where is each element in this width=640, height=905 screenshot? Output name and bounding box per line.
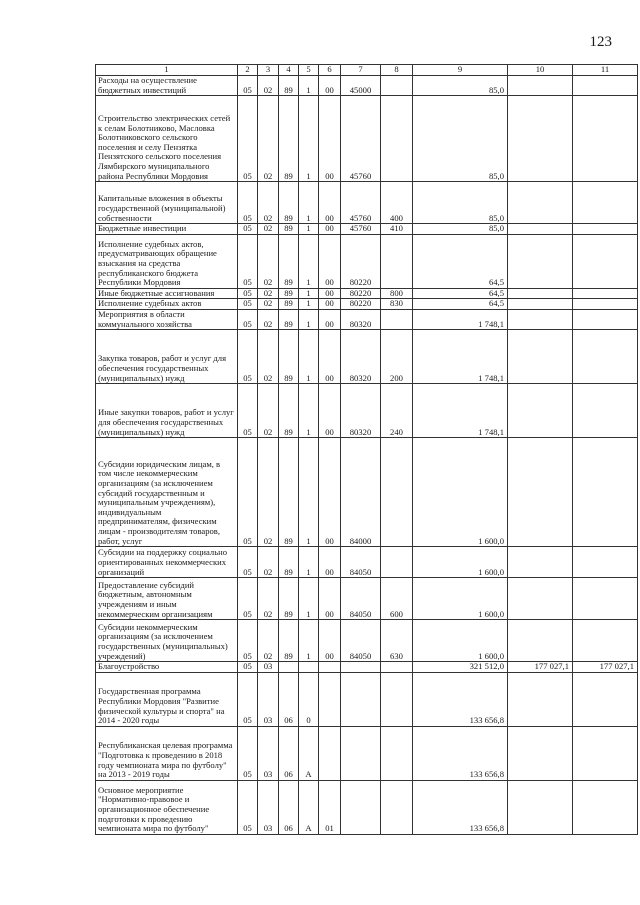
row-value-cell: 0 (299, 672, 319, 726)
row-value-cell: 05 (238, 76, 258, 96)
table-row (96, 780, 638, 834)
row-value-cell: 80220 (341, 234, 381, 288)
row-value-cell (508, 288, 573, 299)
row-value-cell: 00 (319, 547, 341, 578)
row-value-cell (319, 726, 341, 780)
row-name-cell: Строительство электрических сетей к селам Болотниково, Масловка Болотниковского сельского поселения и селу Пензятка Пензятского сельского поселения Лямбирского муниципального района Республики Мордовия (96, 96, 238, 182)
row-value-cell: 133 656,8 (413, 672, 508, 726)
row-value-cell: 1 748,1 (413, 330, 508, 384)
row-value-cell: 02 (258, 620, 279, 662)
row-value-cell (508, 234, 573, 288)
row-name-cell: Субсидии некоммерческим организациям (за исключением государственных (муниципальных) учреждений) (96, 620, 238, 662)
row-value-cell: 02 (258, 299, 279, 310)
table-row (96, 330, 638, 384)
row-value-cell: 00 (319, 76, 341, 96)
row-value-cell: 05 (238, 288, 258, 299)
row-value-cell: 89 (279, 96, 299, 182)
table-body (96, 76, 638, 835)
row-value-cell: 45760 (341, 224, 381, 235)
row-value-cell: 85,0 (413, 96, 508, 182)
header-cell: 1 (96, 65, 238, 76)
row-value-cell (341, 726, 381, 780)
row-value-cell: 89 (279, 438, 299, 547)
row-value-cell: 02 (258, 234, 279, 288)
row-value-cell: 00 (319, 182, 341, 224)
row-value-cell: 05 (238, 672, 258, 726)
table-row (96, 578, 638, 620)
row-value-cell (573, 182, 638, 224)
row-value-cell (381, 309, 413, 329)
row-value-cell: 03 (258, 662, 279, 673)
row-value-cell: 05 (238, 780, 258, 834)
row-value-cell: 85,0 (413, 76, 508, 96)
row-name-cell: Благоустройство (96, 662, 238, 673)
row-value-cell: 1 (299, 96, 319, 182)
row-value-cell (573, 330, 638, 384)
row-value-cell (508, 96, 573, 182)
row-value-cell: 00 (319, 330, 341, 384)
row-value-cell: 89 (279, 384, 299, 438)
row-value-cell: 84050 (341, 620, 381, 662)
header-cell: 7 (341, 65, 381, 76)
row-value-cell (279, 662, 299, 673)
row-value-cell: 45760 (341, 96, 381, 182)
row-value-cell: 89 (279, 234, 299, 288)
row-value-cell: 64,5 (413, 234, 508, 288)
row-value-cell (381, 780, 413, 834)
row-value-cell: 1 (299, 76, 319, 96)
row-value-cell (508, 672, 573, 726)
table-header-row (96, 65, 638, 76)
header-cell: 6 (319, 65, 341, 76)
row-value-cell: 02 (258, 578, 279, 620)
row-value-cell (573, 288, 638, 299)
row-value-cell: 05 (238, 96, 258, 182)
row-value-cell: 05 (238, 299, 258, 310)
row-value-cell: 89 (279, 547, 299, 578)
row-value-cell: 1 (299, 224, 319, 235)
row-value-cell: 02 (258, 288, 279, 299)
row-name-cell: Предоставление субсидий бюджетным, автономным учреждениям и иным некоммерческим организациям (96, 578, 238, 620)
row-value-cell: 01 (319, 780, 341, 834)
row-value-cell: 1 600,0 (413, 578, 508, 620)
row-value-cell: 02 (258, 309, 279, 329)
row-value-cell (381, 76, 413, 96)
row-value-cell: 133 656,8 (413, 726, 508, 780)
row-value-cell: 02 (258, 224, 279, 235)
row-value-cell (508, 438, 573, 547)
row-value-cell: 177 027,1 (573, 662, 638, 673)
row-value-cell: 89 (279, 182, 299, 224)
row-value-cell (508, 384, 573, 438)
row-value-cell: 89 (279, 578, 299, 620)
table-row (96, 726, 638, 780)
row-value-cell (341, 780, 381, 834)
row-value-cell (508, 224, 573, 235)
row-name-cell: Капитальные вложения в объекты государственной (муниципальной) собственности (96, 182, 238, 224)
header-cell: 8 (381, 65, 413, 76)
row-value-cell: 1 600,0 (413, 620, 508, 662)
row-value-cell (381, 726, 413, 780)
row-name-cell: Субсидии юридическим лицам, в том числе некоммерческим организациям (за исключением субсидий государственным и муниципальным учреждениям), индивидуальным предпринимателям, физическим лицам - производителям товаров, работ, услуг (96, 438, 238, 547)
row-value-cell: 80320 (341, 330, 381, 384)
row-name-cell: Основное мероприятие "Нормативно-правовое и организационное обеспечение подготовки к проведению чемпионата мира по футболу" (96, 780, 238, 834)
row-value-cell: 02 (258, 182, 279, 224)
row-name-cell: Мероприятия в области коммунального хозяйства (96, 309, 238, 329)
row-value-cell: 06 (279, 780, 299, 834)
header-cell: 10 (508, 65, 573, 76)
table-row (96, 234, 638, 288)
row-value-cell (573, 224, 638, 235)
row-value-cell: 00 (319, 288, 341, 299)
row-value-cell: 45000 (341, 76, 381, 96)
row-value-cell (381, 547, 413, 578)
row-value-cell (341, 662, 381, 673)
row-value-cell: 1 (299, 438, 319, 547)
row-value-cell: 80320 (341, 384, 381, 438)
header-cell: 9 (413, 65, 508, 76)
row-value-cell: 00 (319, 578, 341, 620)
row-name-cell: Закупка товаров, работ и услуг для обеспечения государственных (муниципальных) нужд (96, 330, 238, 384)
row-value-cell: 05 (238, 726, 258, 780)
row-value-cell: 1 (299, 620, 319, 662)
row-value-cell: 02 (258, 330, 279, 384)
row-value-cell (573, 299, 638, 310)
row-value-cell (341, 672, 381, 726)
row-value-cell (573, 96, 638, 182)
row-value-cell: 1 (299, 309, 319, 329)
row-value-cell: 00 (319, 299, 341, 310)
row-value-cell (299, 662, 319, 673)
row-value-cell: 1 (299, 182, 319, 224)
row-value-cell (573, 234, 638, 288)
page-number: 123 (589, 34, 612, 50)
row-value-cell: 321 512,0 (413, 662, 508, 673)
row-value-cell: 1 (299, 547, 319, 578)
row-value-cell: 05 (238, 234, 258, 288)
row-name-cell: Республиканская целевая программа "Подготовка к проведению в 2018 году чемпионата мира по футболу" на 2013 - 2019 годы (96, 726, 238, 780)
row-value-cell (381, 96, 413, 182)
row-value-cell: 00 (319, 224, 341, 235)
row-value-cell: 02 (258, 76, 279, 96)
row-value-cell: 177 027,1 (508, 662, 573, 673)
row-value-cell: 45760 (341, 182, 381, 224)
row-value-cell: 410 (381, 224, 413, 235)
row-value-cell: 02 (258, 96, 279, 182)
table-row (96, 309, 638, 329)
table-row (96, 620, 638, 662)
row-value-cell: 80320 (341, 309, 381, 329)
row-value-cell (508, 309, 573, 329)
row-value-cell: 00 (319, 96, 341, 182)
row-value-cell (573, 76, 638, 96)
row-value-cell: 05 (238, 662, 258, 673)
row-name-cell: Иные закупки товаров, работ и услуг для обеспечения государственных (муниципальных) нужд (96, 384, 238, 438)
row-value-cell: 89 (279, 309, 299, 329)
row-value-cell: 830 (381, 299, 413, 310)
row-value-cell: 05 (238, 578, 258, 620)
row-value-cell: 00 (319, 309, 341, 329)
row-value-cell (381, 438, 413, 547)
row-value-cell: 240 (381, 384, 413, 438)
row-value-cell: 1 (299, 384, 319, 438)
row-value-cell: 1 600,0 (413, 438, 508, 547)
table-row (96, 384, 638, 438)
row-value-cell: 1 (299, 288, 319, 299)
row-value-cell: 89 (279, 224, 299, 235)
row-value-cell (508, 620, 573, 662)
row-value-cell: 200 (381, 330, 413, 384)
row-value-cell: 85,0 (413, 224, 508, 235)
row-name-cell: Государственная программа Республики Мордовия "Развитие физической культуры и спорта" на 2014 - 2020 годы (96, 672, 238, 726)
row-value-cell: 1 (299, 578, 319, 620)
table-row (96, 662, 638, 673)
row-value-cell (573, 438, 638, 547)
table-row (96, 438, 638, 547)
row-name-cell: Исполнение судебных актов, предусматривающих обращение взыскания на средства республиканского бюджета Республики Мордовия (96, 234, 238, 288)
table-row (96, 288, 638, 299)
row-value-cell (319, 662, 341, 673)
row-value-cell: 06 (279, 672, 299, 726)
row-value-cell: 03 (258, 672, 279, 726)
row-value-cell: 1 748,1 (413, 384, 508, 438)
row-value-cell (508, 726, 573, 780)
row-value-cell: 84000 (341, 438, 381, 547)
table-row (96, 224, 638, 235)
row-value-cell: 89 (279, 288, 299, 299)
row-value-cell: 1 (299, 299, 319, 310)
row-value-cell (508, 330, 573, 384)
row-value-cell: 1 (299, 330, 319, 384)
row-value-cell: 05 (238, 309, 258, 329)
row-value-cell: 00 (319, 438, 341, 547)
header-cell: 4 (279, 65, 299, 76)
row-value-cell (381, 662, 413, 673)
row-value-cell: 89 (279, 330, 299, 384)
row-value-cell (508, 578, 573, 620)
row-value-cell: 85,0 (413, 182, 508, 224)
row-value-cell (508, 547, 573, 578)
row-value-cell (508, 299, 573, 310)
row-value-cell: 630 (381, 620, 413, 662)
row-value-cell: 00 (319, 234, 341, 288)
row-value-cell: А (299, 726, 319, 780)
row-value-cell (573, 780, 638, 834)
row-value-cell (573, 547, 638, 578)
row-value-cell: 05 (238, 330, 258, 384)
row-value-cell: 1 600,0 (413, 547, 508, 578)
row-value-cell: 89 (279, 620, 299, 662)
row-name-cell: Расходы на осуществление бюджетных инвестиций (96, 76, 238, 96)
table-row (96, 672, 638, 726)
row-value-cell: 05 (238, 547, 258, 578)
row-value-cell: 84050 (341, 578, 381, 620)
row-value-cell: 00 (319, 384, 341, 438)
table-row (96, 299, 638, 310)
row-name-cell: Исполнение судебных актов (96, 299, 238, 310)
row-value-cell: 02 (258, 384, 279, 438)
row-value-cell: 400 (381, 182, 413, 224)
header-cell: 3 (258, 65, 279, 76)
row-value-cell: 05 (238, 182, 258, 224)
row-value-cell: 600 (381, 578, 413, 620)
row-value-cell: 80220 (341, 288, 381, 299)
row-value-cell (381, 234, 413, 288)
row-value-cell: 02 (258, 547, 279, 578)
row-value-cell: 64,5 (413, 288, 508, 299)
row-value-cell: 03 (258, 780, 279, 834)
header-cell: 5 (299, 65, 319, 76)
row-value-cell: 133 656,8 (413, 780, 508, 834)
row-value-cell: 1 (299, 234, 319, 288)
row-value-cell (381, 672, 413, 726)
header-cell: 2 (238, 65, 258, 76)
row-value-cell: А (299, 780, 319, 834)
row-value-cell: 03 (258, 726, 279, 780)
row-value-cell (573, 620, 638, 662)
row-value-cell: 05 (238, 438, 258, 547)
row-value-cell: 84050 (341, 547, 381, 578)
row-name-cell: Субсидии на поддержку социально ориентированных некоммерческих организаций (96, 547, 238, 578)
row-value-cell: 1 748,1 (413, 309, 508, 329)
row-value-cell (573, 309, 638, 329)
row-value-cell (573, 726, 638, 780)
row-value-cell: 05 (238, 620, 258, 662)
row-value-cell: 05 (238, 224, 258, 235)
header-cell: 11 (573, 65, 638, 76)
row-value-cell (508, 76, 573, 96)
row-value-cell (508, 182, 573, 224)
row-value-cell: 05 (238, 384, 258, 438)
table-row (96, 76, 638, 96)
row-value-cell (508, 780, 573, 834)
table-row (96, 96, 638, 182)
row-value-cell (319, 672, 341, 726)
row-value-cell: 64,5 (413, 299, 508, 310)
table-row (96, 547, 638, 578)
row-value-cell: 89 (279, 76, 299, 96)
row-value-cell (573, 578, 638, 620)
row-value-cell: 00 (319, 620, 341, 662)
budget-table (95, 64, 638, 835)
row-value-cell (573, 384, 638, 438)
row-value-cell: 800 (381, 288, 413, 299)
row-value-cell: 80220 (341, 299, 381, 310)
table-row (96, 182, 638, 224)
row-value-cell: 02 (258, 438, 279, 547)
row-value-cell: 89 (279, 299, 299, 310)
row-value-cell: 06 (279, 726, 299, 780)
row-name-cell: Иные бюджетные ассигнования (96, 288, 238, 299)
row-name-cell: Бюджетные инвестиции (96, 224, 238, 235)
row-value-cell (573, 672, 638, 726)
